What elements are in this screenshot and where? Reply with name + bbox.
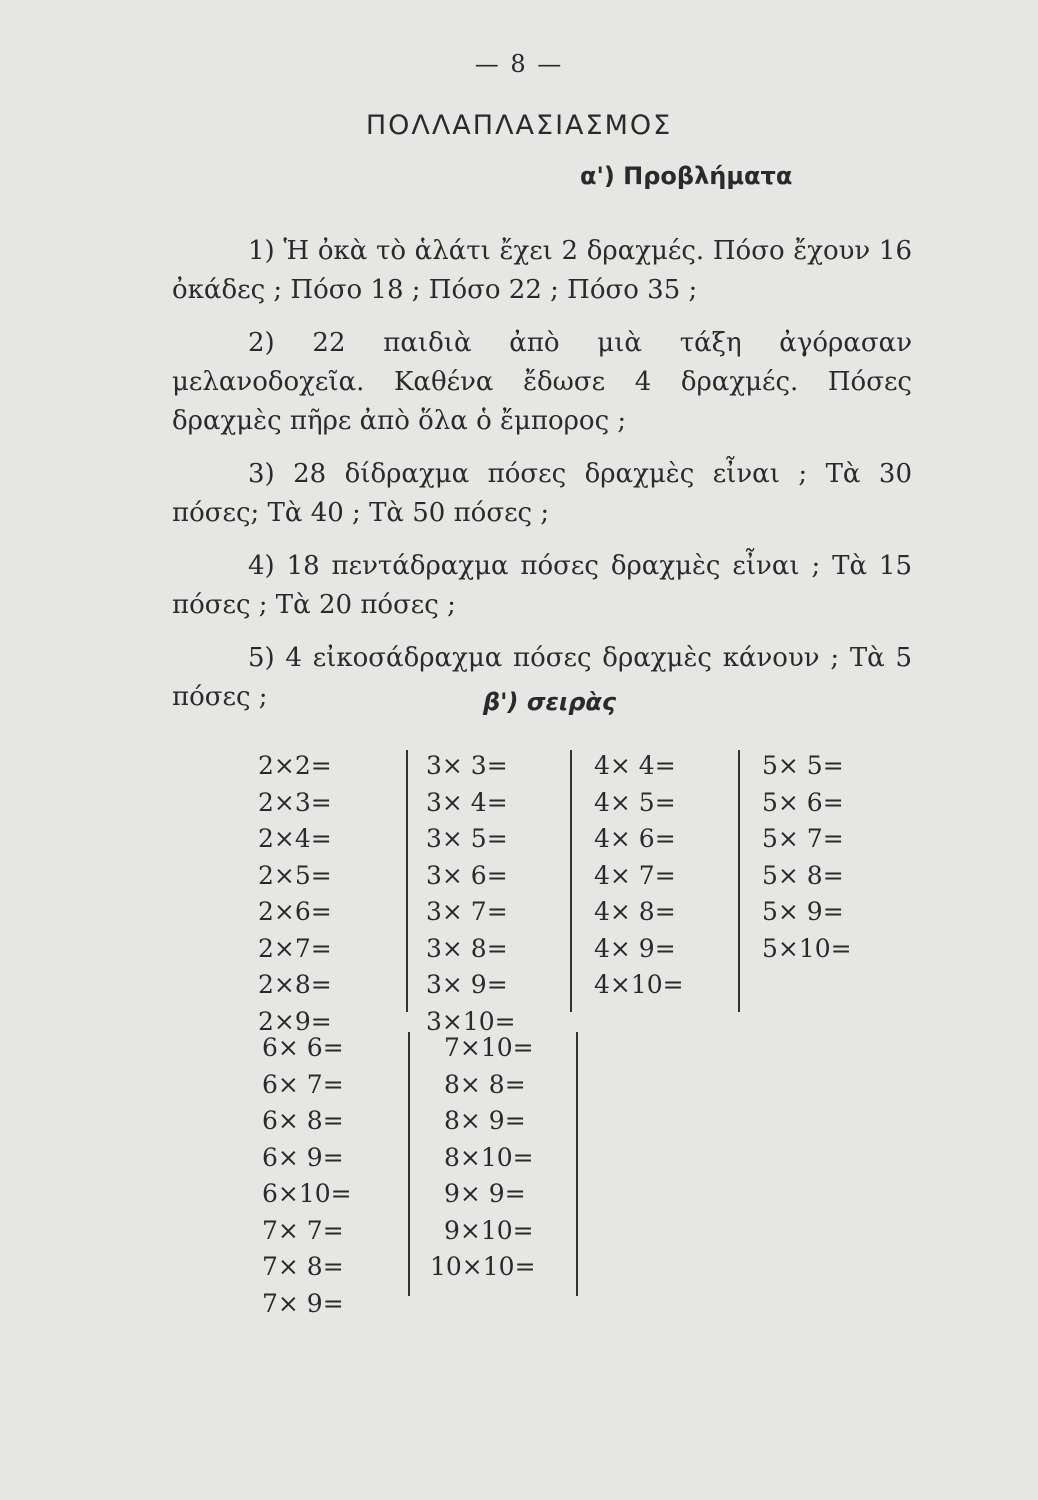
table-entry: 2×6= (258, 897, 332, 926)
table-entry: 4× 6= (594, 824, 676, 853)
table-column-5 (762, 748, 852, 967)
table-entry: 3× 8= (426, 933, 508, 963)
table-entry: 3× 7= (426, 897, 508, 926)
table-entry: 4× 9= (594, 933, 676, 963)
table-entry: 6× 9= (262, 1142, 344, 1172)
section-a-heading: α') Προβλήματα (580, 162, 793, 190)
table-entry: 5× 9= (762, 897, 844, 926)
column-divider (738, 750, 740, 1012)
page-title: ΠΟΛΛΑΠΛΑΣΙΑΣΜΟΣ (365, 110, 673, 141)
table-column-2 (258, 748, 332, 1040)
table-entry: 9×10= (444, 1215, 534, 1245)
table-entry: 3× 3= (426, 751, 508, 780)
problem-1: 1) Ἡ ὀκὰ τὸ ἁλάτι ἔχει 2 δραχμές. Πόσο ἔχουν 16 ὀκάδες ; Πόσο 18 ; Πόσο 22 ; Πόσο 35 ; (172, 236, 912, 305)
column-divider (576, 1032, 578, 1296)
table-entry: 2×4= (258, 824, 332, 853)
table-entry: 6× 8= (262, 1106, 344, 1135)
table-entry: 5× 5= (762, 751, 844, 780)
table-entry: 7× 9= (262, 1288, 344, 1318)
table-entry: 6× 6= (262, 1033, 344, 1062)
table-entry: 8× 9= (444, 1106, 526, 1135)
problem-5: 5) 4 εἰκοσάδραχμα πόσες δραχμὲς κάνουν ; Τὰ 5 πόσες ; (172, 643, 912, 712)
table-column-4 (594, 748, 684, 1004)
column-divider (570, 750, 572, 1012)
column-divider (406, 750, 408, 1012)
table-entry: 2×5= (258, 860, 332, 890)
table-entry: 7× 7= (262, 1215, 344, 1245)
table-entry: 10×10= (430, 1252, 536, 1281)
table-entry: 9× 9= (444, 1179, 526, 1208)
table-entry: 2×9= (258, 1006, 332, 1036)
table-entry: 5× 8= (762, 860, 844, 890)
table-entry: 6× 7= (262, 1069, 344, 1099)
problem-list (172, 232, 912, 731)
table-entry: 6×10= (262, 1179, 352, 1208)
section-b-heading: β') σειρὰς (483, 688, 617, 716)
table-entry: 5× 6= (762, 787, 844, 817)
page-number: — 8 — (474, 50, 564, 78)
table-entry: 5× 7= (762, 824, 844, 853)
table-entry: 7×10= (444, 1033, 534, 1062)
table-entry: 4× 7= (594, 860, 676, 890)
table-entry: 4× 4= (594, 751, 676, 780)
table-entry: 4× 8= (594, 897, 676, 926)
table-entry: 5×10= (762, 933, 852, 963)
table-entry: 3× 6= (426, 860, 508, 890)
table-column-6-7 (262, 1030, 352, 1322)
table-entry: 3× 5= (426, 824, 508, 853)
multiplication-tables (0, 748, 1038, 1448)
table-entry: 2×3= (258, 787, 332, 817)
table-column-7-10 (430, 1030, 536, 1286)
table-column-3 (426, 748, 516, 1040)
column-divider (408, 1032, 410, 1296)
problem-3: 3) 28 δίδραχμα πόσες δραχμὲς εἶναι ; Τὰ 30 πόσες; Τὰ 40 ; Τὰ 50 πόσες ; (172, 459, 912, 528)
table-entry: 3×10= (426, 1006, 516, 1036)
table-entry: 8× 8= (444, 1069, 526, 1099)
table-entry: 2×8= (258, 970, 332, 999)
table-entry: 4×10= (594, 970, 684, 999)
table-entry: 2×7= (258, 933, 332, 963)
problem-4: 4) 18 πεντάδραχμα πόσες δραχμὲς εἶναι ; Τὰ 15 πόσες ; Τὰ 20 πόσες ; (172, 551, 912, 620)
table-entry: 7× 8= (262, 1252, 344, 1281)
table-entry: 3× 4= (426, 787, 508, 817)
table-entry: 4× 5= (594, 787, 676, 817)
problem-2: 2) 22 παιδιὰ ἀπὸ μιὰ τάξη ἀγόρασαν μελανοδοχεῖα. Καθένα ἔδωσε 4 δραχμές. Πόσες δραχμὲς πῆρε ἀπὸ ὅλα ὁ ἔμπορος ; (172, 328, 912, 436)
table-entry: 3× 9= (426, 970, 508, 999)
table-entry: 8×10= (444, 1142, 534, 1172)
table-entry: 2×2= (258, 751, 332, 780)
